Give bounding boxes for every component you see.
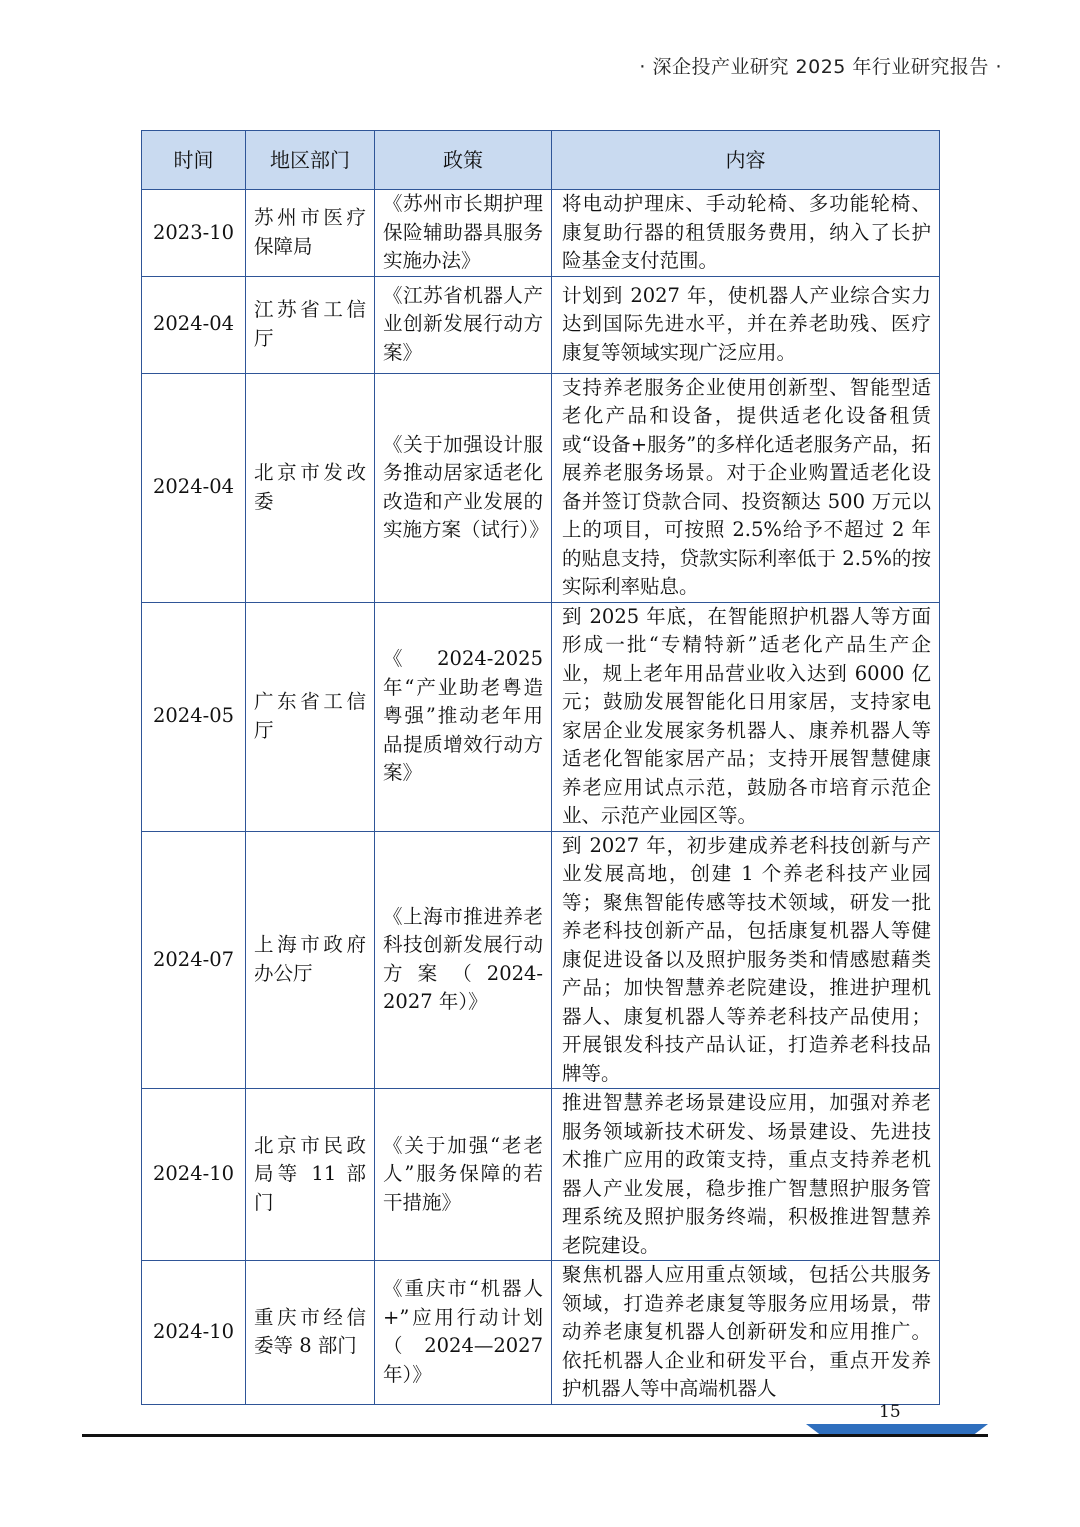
table-row [142,831,940,1089]
page-number: 15 [879,1402,901,1422]
table-row [142,1089,940,1261]
cell-time: 2024-07 [142,831,246,1089]
cell-time: 2024-10 [142,1089,246,1261]
cell-department: 重庆市经信委等 8 部门 [246,1261,375,1405]
cell-department: 北京市民政局等 11 部门 [246,1089,375,1261]
table-row [142,276,940,373]
cell-time: 2024-05 [142,602,246,831]
cell-content: 将电动护理床、手动轮椅、多功能轮椅、康复助行器的租赁服务费用，纳入了长护险基金支付范围。 [552,190,940,277]
cell-content: 支持养老服务企业使用创新型、智能型适老化产品和设备，提供适老化设备租赁或“设备+服务”的多样化适老服务产品，拓展养老服务场景。对于企业购置适老化设备并签订贷款合同、投资额达 500 万元以上的项目，可按照 2.5%给予不超过 2 年的贴息支持，贷款实际利率低于 2.5%的按实际利率贴息。 [552,373,940,602]
cell-department: 苏州市医疗保障局 [246,190,375,277]
cell-time: 2024-10 [142,1261,246,1405]
footer-rule [82,1434,988,1437]
cell-content: 到 2025 年底，在智能照护机器人等方面形成一批“专精特新”适老化产品生产企业，规上老年用品营业收入达到 6000 亿元；鼓励发展智能化日用家居，支持家电家居企业发展家务机器人、康养机器人等适老化智能家居产品；支持开展智慧健康养老应用试点示范，鼓励各市培育示范企业、示范产业园区等。 [552,602,940,831]
cell-policy: 《江苏省机器人产业创新发展行动方案》 [375,276,552,373]
cell-time: 2024-04 [142,276,246,373]
cell-policy: 《关于加强设计服务推动居家适老化改造和产业发展的实施方案（试行）》 [375,373,552,602]
cell-content: 到 2027 年，初步建成养老科技创新与产业发展高地，创建 1 个养老科技产业园等；聚焦智能传感等技术领域，研发一批养老科技创新产品，包括康复机器人等健康促进设备以及照护服务类和情感慰藉类产品；加快智慧养老院建设，推进护理机器人、康复机器人等养老科技产品使用；开展银发科技产品认证，打造养老科技品牌等。 [552,831,940,1089]
cell-policy: 《苏州市长期护理保险辅助器具服务实施办法》 [375,190,552,277]
cell-time: 2024-04 [142,373,246,602]
policy-table [141,130,940,1405]
column-header-content: 内容 [552,131,940,190]
column-header-time: 时间 [142,131,246,190]
cell-department: 上海市政府办公厅 [246,831,375,1089]
cell-department: 江苏省工信厅 [246,276,375,373]
report-header-title: · 深企投产业研究 2025 年行业研究报告 · [639,56,1002,78]
cell-policy: 《上海市推进养老科技创新发展行动方案（2024-2027 年）》 [375,831,552,1089]
table-row [142,1261,940,1405]
column-header-department: 地区部门 [246,131,375,190]
cell-policy: 《关于加强“老老人”服务保障的若干措施》 [375,1089,552,1261]
column-header-policy: 政策 [375,131,552,190]
table-row [142,190,940,277]
cell-content: 推进智慧养老场景建设应用，加强对养老服务领域新技术研发、场景建设、先进技术推广应用的政策支持，重点支持养老机器人产业发展，稳步推广智慧照护服务管理系统及照护服务终端，积极推进智慧养老院建设。 [552,1089,940,1261]
cell-policy: 《重庆市“机器人+”应用行动计划（2024—2027 年）》 [375,1261,552,1405]
table-row [142,373,940,602]
table-row [142,602,940,831]
cell-content: 计划到 2027 年，使机器人产业综合实力达到国际先进水平，并在养老助残、医疗康复等领域实现广泛应用。 [552,276,940,373]
cell-policy: 《 2024-2025 年“产业助老粤造粤强”推动老年用品提质增效行动方案》 [375,602,552,831]
cell-department: 北京市发改委 [246,373,375,602]
table-header-row [142,131,940,190]
cell-content: 聚焦机器人应用重点领域，包括公共服务领域，打造养老康复等服务应用场景，带动养老康复机器人创新研发和应用推广。依托机器人企业和研发平台，重点开发养护机器人等中高端机器人 [552,1261,940,1405]
cell-department: 广东省工信厅 [246,602,375,831]
cell-time: 2023-10 [142,190,246,277]
